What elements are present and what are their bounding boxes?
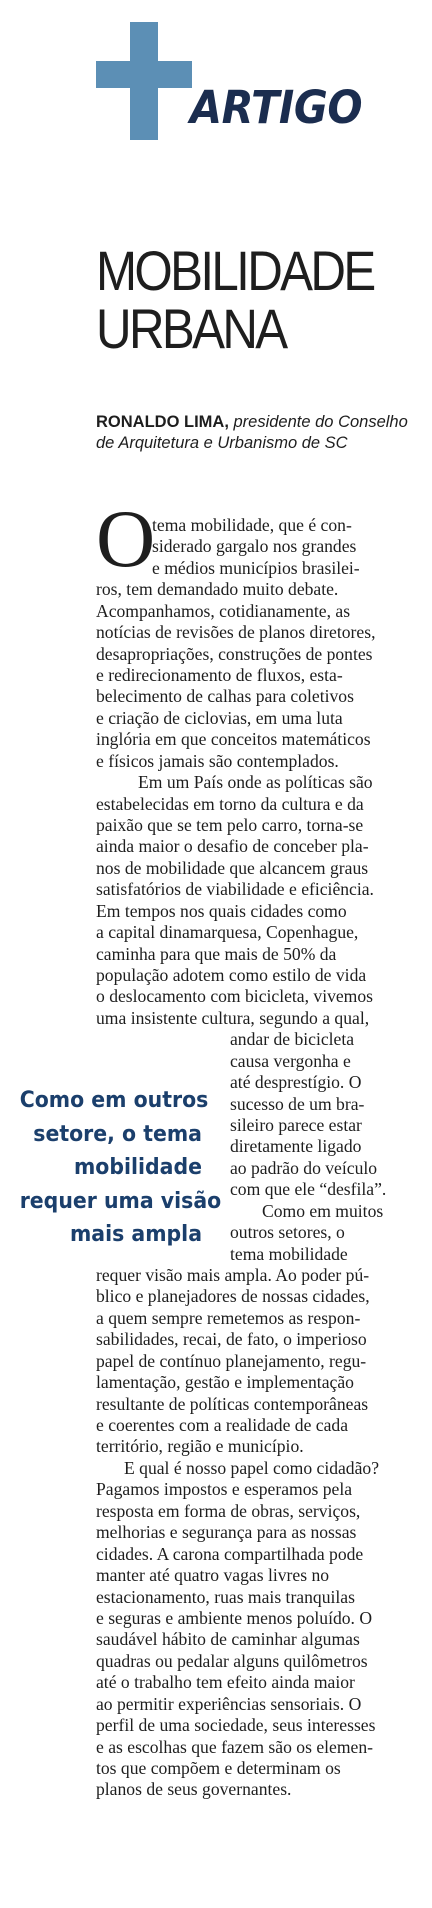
- body-line: requer visão mais ampla. Ao poder pú-: [96, 1265, 370, 1286]
- body-line: melhorias e segurança para as nossas: [96, 1522, 357, 1543]
- body-line: o deslocamento com bicicleta, vivemos: [96, 986, 374, 1007]
- body-line: estabelecidas em torno da cultura e da: [96, 793, 364, 814]
- body-line: siderado gargalo nos grandes: [152, 536, 357, 557]
- body-line: andar de bicicleta: [230, 1029, 355, 1050]
- body-line: ao permitir experiências sensoriais. O: [96, 1693, 362, 1714]
- body-line: inglória em que conceitos matemáticos: [96, 729, 371, 750]
- body-line: perfil de uma sociedade, seus interesses: [96, 1715, 376, 1736]
- body-line: e físicos jamais são contemplados.: [96, 750, 339, 771]
- body-line: tos que compõem e determinam os: [96, 1757, 341, 1778]
- body-line: Em um País onde as políticas são: [138, 772, 373, 793]
- pull-quote-line: mais ampla: [69, 1222, 203, 1247]
- body-line: desapropriações, construções de pontes: [96, 643, 373, 664]
- body-line: lamentação, gestão e implementação: [96, 1372, 354, 1393]
- body-line: belecimento de calhas para coletivos: [96, 686, 354, 707]
- body-line: a capital dinamarquesa, Copenhague,: [96, 922, 359, 943]
- body-line: Pagamos impostos e esperamos pela: [96, 1479, 353, 1500]
- body-line: E qual é nosso papel como cidadão?: [124, 1457, 380, 1478]
- body-line: planos de seus governantes.: [96, 1779, 292, 1800]
- pull-quote-line: Como em outros: [19, 1088, 209, 1113]
- body-line: cidades. A carona compartilhada pode: [96, 1543, 364, 1564]
- body-line: manter até quatro vagas livres no: [96, 1565, 330, 1586]
- body-line: e médios municípios brasilei-: [152, 557, 360, 578]
- body-line: paixão que se tem pelo carro, torna-se: [96, 815, 364, 836]
- body-line: até desprestígio. O: [230, 1072, 362, 1093]
- body-line: sileiro parece estar: [230, 1115, 362, 1136]
- body-line: sucesso de um bra-: [230, 1093, 365, 1114]
- body-line: e seguras e ambiente menos poluído. O: [96, 1607, 373, 1628]
- body-line: uma insistente cultura, segundo a qual,: [96, 1007, 370, 1028]
- body-line: resposta em forma de obras, serviços,: [96, 1500, 361, 1521]
- pull-quote: [19, 1084, 222, 1252]
- body-line: até o trabalho tem efeito ainda maior: [96, 1672, 355, 1693]
- body-line: ainda maior o desafio de conceber pla-: [96, 836, 369, 857]
- body-line: quadras ou pedalar alguns quilômetros: [96, 1650, 368, 1671]
- dropcap: O: [96, 493, 156, 584]
- body-line: blico e planejadores de nossas cidades,: [96, 1286, 370, 1307]
- byline-role-line-2: de Arquitetura e Urbanismo de SC: [96, 434, 348, 452]
- body-line: saudável hábito de caminhar algumas: [96, 1629, 360, 1650]
- body-line: Como em muitos: [262, 1200, 384, 1221]
- article-title: [96, 239, 386, 360]
- article-title-line-1: MOBILIDADE: [96, 239, 374, 302]
- body-line: população adotem como estilo de vida: [96, 965, 367, 986]
- body-line: nos de mobilidade que alcancem graus: [96, 857, 369, 878]
- body-line: território, região e município.: [96, 1436, 304, 1457]
- pull-quote-line: mobilidade: [73, 1155, 203, 1180]
- article-title-line-2: URBANA: [96, 297, 286, 360]
- body-line: satisfatórios de viabilidade e eficiência.: [96, 879, 374, 900]
- body-line: tema mobilidade: [230, 1243, 348, 1264]
- body-line: ros, tem demandado muito debate.: [96, 579, 339, 600]
- body-line: e redirecionamento de fluxos, esta-: [96, 665, 343, 685]
- plus-icon-horizontal-bar: [96, 61, 192, 88]
- body-line: papel de contínuo planejamento, regu-: [96, 1350, 367, 1371]
- body-line: causa vergonha e: [230, 1050, 351, 1071]
- byline-author: RONALDO LIMA,: [96, 413, 229, 431]
- body-line: e criação de ciclovias, em uma luta: [96, 707, 343, 728]
- body-line: caminha para que mais de 50% da: [96, 943, 337, 964]
- body-line: resultante de políticas contemporâneas: [96, 1393, 369, 1414]
- body-line: diretamente ligado: [230, 1136, 362, 1157]
- body-line: e coerentes com a realidade de cada: [96, 1415, 349, 1436]
- body-line: tema mobilidade, que é con-: [152, 515, 352, 535]
- byline-role-line-1: presidente do Conselho: [228, 413, 408, 431]
- body-line: Em tempos nos quais cidades como: [96, 900, 347, 921]
- body-line: notícias de revisões de planos diretores,: [96, 622, 376, 643]
- section-label: ARTIGO: [190, 81, 363, 134]
- pull-quote-line: setore, o tema: [33, 1121, 203, 1147]
- body-line: outros setores, o: [230, 1222, 345, 1243]
- body-line: e as escolhas que fazem são os elemen-: [96, 1736, 373, 1757]
- body-line: a quem sempre remetemos as respon-: [96, 1307, 361, 1328]
- body-line: estacionamento, ruas mais tranquilas: [96, 1586, 355, 1607]
- byline: [96, 412, 426, 454]
- body-line: sabilidades, recai, de fato, o imperioso: [96, 1329, 367, 1350]
- pull-quote-line: requer uma visão: [19, 1188, 222, 1214]
- body-line: Acompanhamos, cotidianamente, as: [96, 600, 351, 621]
- body-line: ao padrão do veículo: [230, 1157, 378, 1178]
- body-line: com que ele “desfila”.: [230, 1179, 387, 1200]
